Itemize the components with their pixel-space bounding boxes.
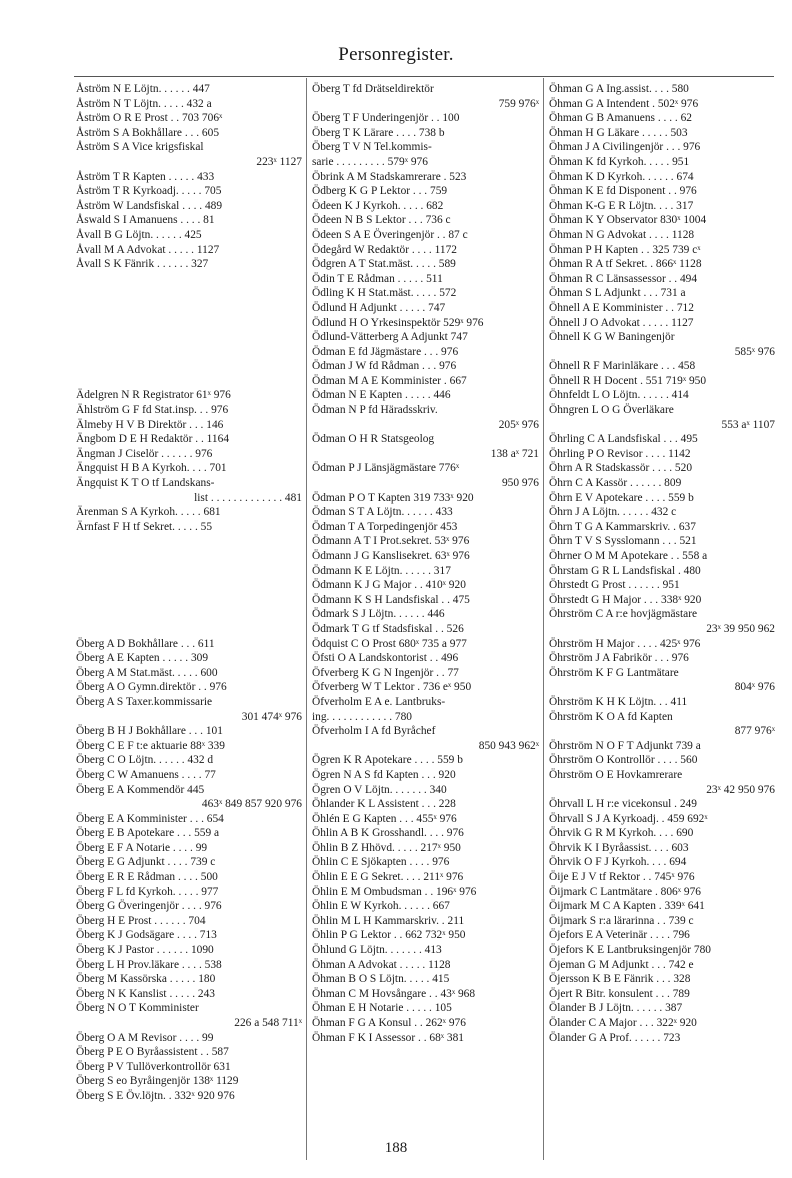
register-entry: Ödman J W fd Rådman . . . 976 [312, 360, 457, 373]
spacer [76, 607, 302, 622]
register-entry: Öberg E R E Rådman . . . . 500 [76, 871, 218, 884]
register-entry: Ängman J Ciselör . . . . . . 976 [76, 447, 213, 460]
register-entry: Ögren N A S fd Kapten . . . 920 [312, 768, 456, 781]
spacer [76, 622, 302, 637]
register-entry: Öfverholm I A fd Byråchef [312, 725, 436, 738]
register-column-1 [76, 82, 302, 1104]
register-entry: Ödmark T G tf Stadsfiskal . . 526 [312, 622, 464, 635]
register-entry: Öberg T K Lärare . . . . 738 b [312, 126, 445, 139]
spacer [76, 359, 302, 374]
register-entry: Öhnell R F Marinläkare . . . 458 [549, 360, 696, 373]
register-entry: Öhman P H Kapten . . 325 739 cˣ [549, 243, 701, 256]
register-entry: Öhrling P O Revisor . . . . 1142 [549, 447, 691, 460]
register-entry: Ödman E fd Jägmästare . . . 976 [312, 345, 459, 358]
register-entry: Öhman S L Adjunkt . . . 731 a [549, 287, 686, 300]
register-entry: Öhrvall L H r:e vicekonsul . 249 [549, 798, 697, 811]
register-column-3 [549, 82, 775, 1045]
register-entry: Ödman O H R Statsgeolog [312, 433, 435, 446]
spacer [76, 272, 302, 287]
register-entry: Ödlund H Adjunkt . . . . . 747 [312, 301, 446, 314]
register-entry: Öhman K Y Observator 830ˣ 1004 [549, 214, 707, 227]
register-entry: Öhrn T V S Sysslomann . . . 521 [549, 535, 697, 548]
register-entry: Ödmann K S H Landsfiskal . . 475 [312, 593, 470, 606]
register-entry: Åvall M A Advokat . . . . . 1127 [76, 243, 220, 256]
column-divider-2 [543, 78, 544, 1160]
register-entry: Öberg C E F t:e aktuarie 88ˣ 339 [76, 739, 225, 752]
register-entry: Ödquist C O Prost 680ˣ 735 a 977 [312, 637, 467, 650]
register-entry: Öhrström H Major . . . . 425ˣ 976 [549, 637, 701, 650]
register-entry: Öhlander K L Assistent . . . 228 [312, 798, 456, 811]
register-entry: Öhrström J A Fabrikör . . . 976 [549, 652, 689, 665]
register-entry: Öberg E F A Notarie . . . . 99 [76, 841, 208, 854]
register-entry: Ängquist H B A Kyrkoh. . . . 701 [76, 462, 227, 475]
register-entry: Öhrstedt G Prost . . . . . . 951 [549, 579, 680, 592]
register-entry: Öberg E A Kommendör 445 [76, 783, 205, 796]
register-entry: Ödlund H O Yrkesinspektör 529ˣ 976 [312, 316, 484, 329]
register-entry: Öhrvik O F J Kyrkoh. . . . 694 [549, 856, 687, 869]
register-entry: Öjert R Bitr. konsulent . . . 789 [549, 987, 690, 1000]
register-entry: Åvall B G Löjtn. . . . . . 425 [76, 228, 202, 241]
register-entry: Åvall S K Fänrik . . . . . . 327 [76, 258, 209, 271]
register-entry: Ödman P J Länsjägmästare 776ˣ [312, 462, 460, 475]
register-entry: Ödman M A E Komminister . 667 [312, 374, 467, 387]
register-entry: ing. . . . . . . . . . . . 780 [312, 710, 412, 723]
register-entry: Öhlin B Z Hhövd. . . . . 217ˣ 950 [312, 841, 461, 854]
register-entry: Öhrn J A Löjtn. . . . . . 432 c [549, 506, 677, 519]
register-entry-continuation: list . . . . . . . . . . . . . 481 [194, 491, 302, 504]
register-entry: Öbrink A M Stadskamrerare . 523 [312, 170, 467, 183]
register-entry: Älmeby H V B Direktör . . . 146 [76, 418, 224, 431]
register-entry: Ölander G A Prof. . . . . . 723 [549, 1031, 681, 1044]
register-entry: Ödman S T A Löjtn. . . . . . 433 [312, 506, 453, 519]
register-entry: Öhrström K H K Löjtn. . . 411 [549, 695, 688, 708]
register-entry: Öhnell J O Advokat . . . . . 1127 [549, 316, 694, 329]
register-entry: Öhrn A R Stadskassör . . . . 520 [549, 462, 693, 475]
register-entry: Öhlin P G Lektor . . 662 732ˣ 950 [312, 929, 466, 942]
register-entry: Ödgren A T Stat.mäst. . . . . 589 [312, 258, 456, 271]
register-entry: Öhlin A B K Grosshandl. . . . 976 [312, 827, 464, 840]
register-entry: Ödeen N B S Lektor . . . 736 c [312, 214, 451, 227]
page-number: 188 [384, 1140, 408, 1156]
register-entry: Öhman G A Ing.assist. . . . 580 [549, 83, 689, 95]
register-entry: Ärnfast F H tf Sekret. . . . . 55 [76, 520, 213, 533]
register-entry: Ödeen S A E Överingenjör . . 87 c [312, 228, 468, 241]
register-entry: Öhman G A Intendent . 502ˣ 976 [549, 97, 699, 110]
register-entry: Öhrvall S J A Kyrkoadj. . 459 692ˣ [549, 812, 708, 825]
register-entry: Öberg N K Kanslist . . . . . 243 [76, 987, 216, 1000]
register-entry-continuation: 804ˣ 976 [734, 681, 775, 694]
register-entry: Öberg K J Pastor . . . . . . 1090 [76, 944, 214, 957]
spacer [76, 301, 302, 316]
register-entry: Öhman R C Länsassessor . . 494 [549, 272, 698, 285]
register-entry: Öberg C O Löjtn. . . . . . 432 d [76, 754, 214, 767]
register-entry: Öijmark C Lantmätare . 806ˣ 976 [549, 885, 701, 898]
register-entry: Öhman R A tf Sekret. . 866ˣ 1128 [549, 258, 702, 271]
header-rule [74, 76, 774, 77]
register-entry: Öhlin E W Kyrkoh. . . . . . 667 [312, 900, 450, 913]
register-entry-continuation: 759 976ˣ [498, 97, 539, 110]
register-entry: Öhrström N O F T Adjunkt 739 a [549, 739, 701, 752]
register-entry: Öhman C M Hovsångare . . 43ˣ 968 [312, 987, 476, 1000]
register-entry: Ärenman S A Kyrkoh. . . . . 681 [76, 506, 221, 519]
register-entry-continuation: 23ˣ 42 950 976 [706, 783, 775, 796]
register-entry: Åström S A Vice krigsfiskal [76, 141, 204, 154]
register-entry: Ölander B J Löjtn. . . . . . 387 [549, 1002, 683, 1015]
register-entry: Öberg P V Tullöverkontrollör 631 [76, 1060, 231, 1073]
register-entry-continuation: 950 976 [501, 477, 539, 490]
register-entry: Öjeman G M Adjunkt . . . 742 e [549, 958, 694, 971]
register-entry: Ödman P O T Kapten 319 733ˣ 920 [312, 491, 474, 504]
register-entry: Öberg P E O Byråassistent . . 587 [76, 1046, 229, 1059]
register-entry: Öjefors K E Lantbruksingenjör 780 [549, 944, 711, 957]
register-entry: Öhman B O S Löjtn. . . . . 415 [312, 973, 450, 986]
register-entry: Öhrner O M M Apotekare . . 558 a [549, 550, 708, 562]
register-entry: Ödmann A T I Prot.sekret. 53ˣ 976 [312, 535, 470, 548]
register-entry-continuation: 138 aˣ 721 [490, 447, 539, 460]
register-entry: Öberg F L fd Kyrkoh. . . . . 977 [76, 885, 219, 898]
register-entry: Öhrn T G A Kammarskriv. . 637 [549, 520, 696, 533]
register-entry-continuation: 585ˣ 976 [734, 345, 775, 358]
column-divider-1 [306, 78, 307, 1160]
register-entry: Öhnell R H Docent . 551 719ˣ 950 [549, 374, 707, 387]
register-entry: Öhman E H Notarie . . . . . 105 [312, 1002, 452, 1015]
register-entry: Öhman H G Läkare . . . . . 503 [549, 126, 688, 139]
spacer [76, 286, 302, 301]
spacer [76, 534, 302, 549]
register-entry: Öhrstedt G H Major . . . 338ˣ 920 [549, 593, 702, 606]
register-entry: Öhlén E G Kapten . . . 455ˣ 976 [312, 812, 457, 825]
register-entry: Ängbom D E H Redaktör . . 1164 [76, 433, 230, 446]
register-entry: Ödegård W Redaktör . . . . 1172 [312, 243, 457, 256]
register-entry: Öhlin E M Ombudsman . . 196ˣ 976 [312, 885, 477, 898]
register-entry: Öhrström K O A fd Kapten [549, 710, 673, 723]
register-entry: Öberg K J Godsägare . . . . 713 [76, 929, 217, 942]
register-entry: Ängquist K T O tf Landskans- [76, 477, 215, 490]
register-entry: Öhnell K G W Baningenjör [549, 331, 675, 344]
register-entry: Öfverberg K G N Ingenjör . . 77 [312, 666, 459, 679]
register-entry-continuation: 850 943 962ˣ [478, 739, 539, 752]
spacer [76, 549, 302, 564]
register-entry: Öberg S E Öv.löjtn. . 332ˣ 920 976 [76, 1089, 235, 1102]
register-entry: Öberg E B Apotekare . . . 559 a [76, 827, 220, 840]
register-entry: Öberg T fd Drätseldirektör [312, 83, 434, 95]
register-entry: Öhman J A Civilingenjör . . . 976 [549, 141, 701, 154]
register-entry: Öberg T F Underingenjör . . 100 [312, 112, 460, 125]
spacer [76, 593, 302, 608]
register-entry: Öberg A O Gymn.direktör . . 976 [76, 681, 227, 694]
register-entry: Öhrvik G R M Kyrkoh. . . . 690 [549, 827, 694, 840]
register-entry-continuation: 23ˣ 39 950 962 [706, 622, 775, 635]
register-entry: Öijmark S r:a lärarinna . . 739 c [549, 914, 694, 927]
register-entry: Ögren K R Apotekare . . . . 559 b [312, 754, 463, 767]
register-entry: Ödman N E Kapten . . . . . 446 [312, 389, 451, 402]
register-entry: Ödeen K J Kyrkoh. . . . . 682 [312, 199, 444, 212]
register-entry: Öhman K-G E R Löjtn. . . . 317 [549, 199, 694, 212]
register-entry: Ödman T A Torpedingenjör 453 [312, 520, 458, 533]
register-entry: Öberg A M Stat.mäst. . . . . 600 [76, 666, 218, 679]
register-entry: Öhman K E fd Disponent . . 976 [549, 185, 697, 198]
spacer [76, 330, 302, 345]
register-entry: Öhman N G Advokat . . . . 1128 [549, 228, 695, 241]
register-entry: Öberg G Överingenjör . . . . 976 [76, 900, 222, 913]
register-entry: Öberg C W Amanuens . . . . 77 [76, 768, 216, 781]
spacer [76, 345, 302, 360]
register-entry: Öfverberg W T Lektor . 736 eˣ 950 [312, 681, 472, 694]
register-entry: Öhman G B Amanuens . . . . 62 [549, 112, 693, 125]
register-entry: Öijmark M C A Kapten . 339ˣ 641 [549, 900, 705, 913]
register-entry: Öhlin M L H Kammarskriv. . 211 [312, 914, 465, 927]
register-entry-continuation: 226 a 548 711ˣ [234, 1017, 302, 1029]
register-entry: Öhlin E E G Sekret. . . . 211ˣ 976 [312, 871, 464, 884]
register-entry: Ödling K H Stat.mäst. . . . . 572 [312, 287, 457, 300]
register-column-2 [312, 82, 539, 1045]
register-entry: Öhman A Advokat . . . . . 1128 [312, 958, 451, 971]
register-entry: Öhman K D Kyrkoh. . . . . . 674 [549, 170, 694, 183]
register-entry: Öberg L H Prov.läkare . . . . 538 [76, 958, 222, 971]
register-entry: Öberg S eo Byråingenjör 138ˣ 1129 [76, 1075, 239, 1088]
register-entry: Ählström G F fd Stat.insp. . . 976 [76, 404, 229, 417]
register-entry: Åström N E Löjtn. . . . . . 447 [76, 83, 210, 95]
register-entry: Öberg O A M Revisor . . . . 99 [76, 1031, 214, 1044]
register-entry: Öberg M Kassörska . . . . . 180 [76, 973, 216, 986]
register-entry: Åswald S I Amanuens . . . . 81 [76, 214, 215, 227]
register-entry-continuation: 463ˣ 849 857 920 976 [201, 798, 302, 811]
register-entry-continuation: 223ˣ 1127 [256, 155, 302, 168]
register-entry-continuation: 205ˣ 976 [498, 418, 539, 431]
register-entry: Öhman K fd Kyrkoh. . . . . 951 [549, 155, 690, 168]
register-entry: Ödlund-Vätterberg A Adjunkt 747 [312, 331, 468, 344]
register-entry: Öfverholm E A e. Lantbruks- [312, 695, 446, 708]
register-entry: Ädelgren N R Registrator 61ˣ 976 [76, 389, 231, 402]
register-entry: Öhngren L O G Överläkare [549, 404, 674, 417]
register-entry: Öhrling C A Landsfiskal . . . 495 [549, 433, 698, 446]
register-entry: Öhrström C A r:e hovjägmästare [549, 608, 698, 621]
register-entry: Ödberg K G P Lektor . . . 759 [312, 185, 448, 198]
page-title: Personregister. [338, 44, 454, 65]
register-entry: Öhman F K I Assessor . . 68ˣ 381 [312, 1031, 465, 1044]
register-entry: Ödmann K E Löjtn. . . . . . 317 [312, 564, 451, 577]
spacer [76, 374, 302, 389]
register-entry: Öjefors E A Veterinär . . . . 796 [549, 929, 690, 942]
register-entry: Öhman F G A Konsul . . 262ˣ 976 [312, 1017, 466, 1029]
register-entry: Öhnell A E Komminister . . 712 [549, 301, 694, 314]
register-entry-continuation: 301 474ˣ 976 [241, 710, 302, 723]
register-entry: Ödmann K J G Major . . 410ˣ 920 [312, 579, 466, 592]
register-entry: Öberg A E Kapten . . . . . 309 [76, 652, 209, 665]
register-entry-continuation: 553 aˣ 1107 [721, 418, 775, 431]
register-entry: Öije E J V tf Rektor . . 745ˣ 976 [549, 871, 695, 884]
register-entry: Ödman N P fd Häradsskriv. [312, 404, 438, 417]
register-entry: Öhrn E V Apotekare . . . . 559 b [549, 491, 694, 504]
register-entry: Ögren O V Löjtn. . . . . . . 340 [312, 783, 447, 796]
spacer [76, 316, 302, 331]
register-entry-continuation: 877 976ˣ [734, 725, 775, 738]
register-entry: Åström O R E Prost . . 703 706ˣ [76, 112, 223, 125]
register-entry: Åström S A Bokhållare . . . 605 [76, 126, 220, 139]
register-entry: Öhrn C A Kassör . . . . . . 809 [549, 477, 682, 490]
register-entry: Åström W Landsfiskal . . . . 489 [76, 199, 223, 212]
register-entry: Öhrvik K I Byråassist. . . . 603 [549, 841, 689, 854]
register-entry: Öberg E G Adjunkt . . . . 739 c [76, 856, 216, 869]
register-entry: Öberg N O T Komminister [76, 1002, 199, 1015]
register-entry: Öberg B H J Bokhållare . . . 101 [76, 725, 223, 738]
register-entry: Öhlund G Löjtn. . . . . . . 413 [312, 944, 442, 957]
register-entry: Åström N T Löjtn. . . . . 432 a [76, 97, 212, 110]
register-entry: Öberg E A Komminister . . . 654 [76, 812, 224, 825]
register-entry: Åström T R Kapten . . . . . 433 [76, 170, 215, 183]
register-entry: Öhrstam G R L Landsfiskal . 480 [549, 564, 701, 577]
spacer [76, 578, 302, 593]
register-entry: Ödmann J G Kanslisekret. 63ˣ 976 [312, 550, 470, 562]
register-entry: Ödin T E Rådman . . . . . 511 [312, 272, 443, 285]
register-entry: Öhrström O Kontrollör . . . . 560 [549, 754, 698, 767]
register-entry: Öjersson K B E Fänrik . . . 328 [549, 973, 691, 986]
spacer [76, 564, 302, 579]
register-entry: Ödmark S J Löjtn. . . . . . 446 [312, 608, 445, 621]
register-entry: sarie . . . . . . . . . 579ˣ 976 [312, 155, 428, 168]
register-entry: Öhrström O E Hovkamrerare [549, 768, 683, 781]
register-entry: Öhrström K F G Lantmätare [549, 666, 679, 679]
register-entry: Öfsti O A Landskontorist . . 496 [312, 652, 459, 665]
register-entry: Öhlin C E Sjökapten . . . . 976 [312, 856, 450, 869]
register-entry: Öberg A D Bokhållare . . . 611 [76, 637, 215, 650]
register-entry: Åström T R Kyrkoadj. . . . . 705 [76, 185, 222, 198]
register-entry: Öberg A S Taxer.kommissarie [76, 695, 213, 708]
register-entry: Öberg T V N Tel.kommis- [312, 141, 432, 154]
register-entry: Öberg H E Prost . . . . . . 704 [76, 914, 206, 927]
register-entry: Ölander C A Major . . . 322ˣ 920 [549, 1017, 697, 1029]
register-entry: Öhnfeldt L O Löjtn. . . . . . 414 [549, 389, 689, 402]
